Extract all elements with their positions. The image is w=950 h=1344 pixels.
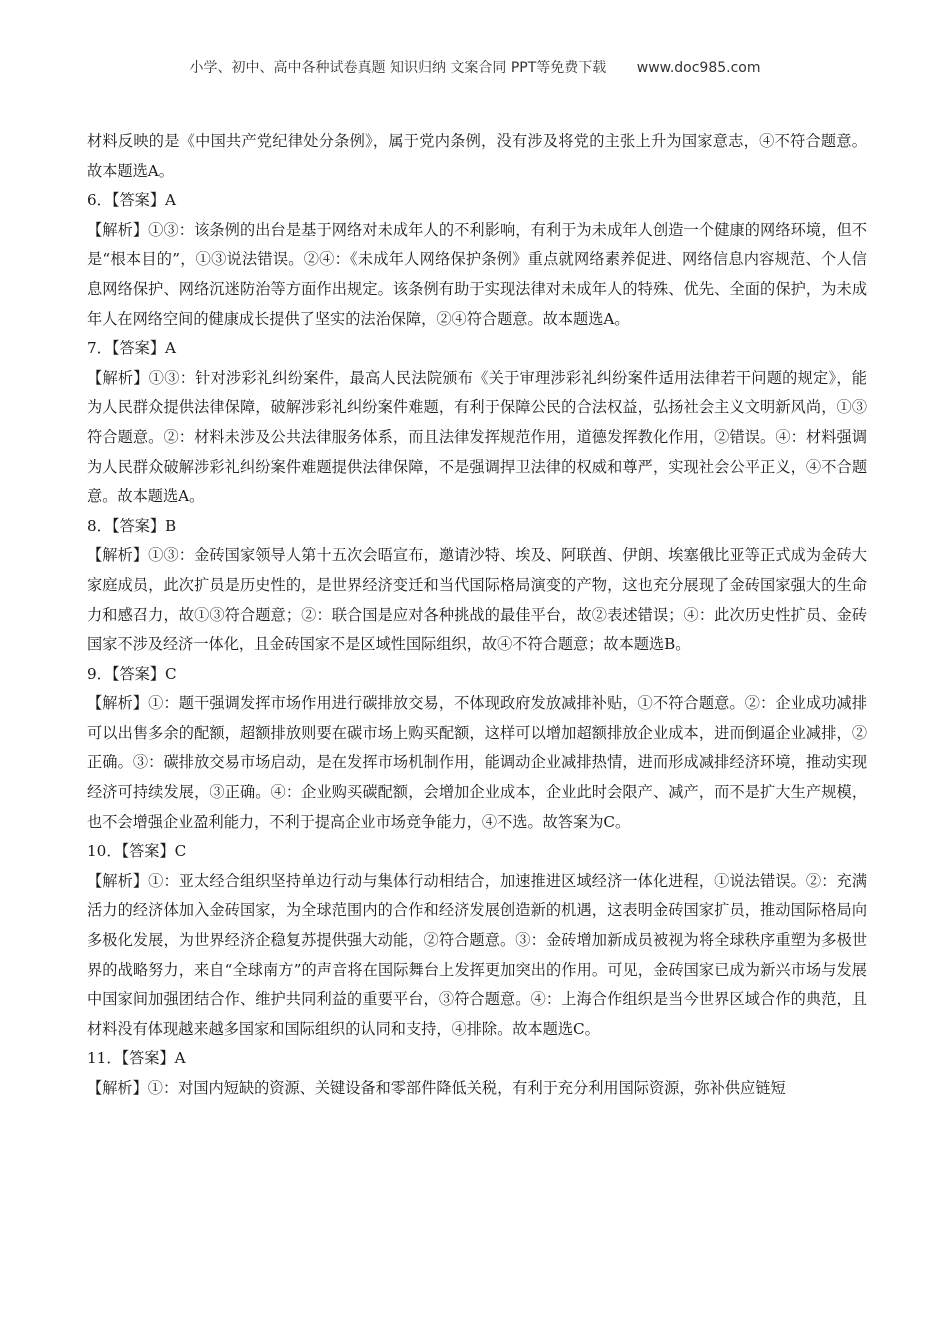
answer-6: 6．【答案】A (87, 191, 176, 210)
page-header (0, 57, 950, 77)
answer-10: 10．【答案】C (87, 842, 187, 861)
explanation-7: 【解析】①③：针对涉彩礼纠纷案件，最高人民法院颁布《关于审理涉彩礼纠纷案件适用法律若干问题的规定》，能为人民群众提供法律保障，破解涉彩礼纠纷案件难题，有利于保障公民的合法权益，弘扬社会主义文明新风尚，①③符合题意。②：材料未涉及公共法律服务体系，而且法律发挥规范作用，道德发挥教化作用，②错误。④：材料强调为人民群众破解涉彩礼纠纷案件难题提供法律保障，不是强调捍卫法律的权威和尊严，实现社会公平正义，④不合题意。故本题选A。 (87, 368, 867, 506)
paragraph: 材料反映的是《中国共产党纪律处分条例》，属于党内条例，没有涉及将党的主张上升为国家意志，④不符合题意。故本题选A。 (87, 132, 867, 180)
document-body (87, 127, 867, 1104)
explanation-11: 【解析】①：对国内短缺的资源、关键设备和零部件降低关税，有利于充分利用国际资源，弥补供应链短 (87, 1079, 786, 1097)
answer-9: 9．【答案】C (87, 664, 177, 683)
header-url[interactable]: www.doc985.com (636, 60, 761, 76)
explanation-6: 【解析】①③：该条例的出台是基于网络对未成年人的不利影响，有利于为未成年人创造一个健康的网络环境，但不是“根本目的”，①③说法错误。②④：《未成年人网络保护条例》重点就网络素养促进、网络信息内容规范、个人信息网络保护、网络沉迷防治等方面作出规定。该条例有助于实现法律对未成年人的特殊、优先、全面的保护，为未成年人在网络空间的健康成长提供了坚实的法治保障，②④符合题意。故本题选A。 (87, 220, 867, 328)
answer-8: 8．【答案】B (87, 516, 177, 535)
explanation-8: 【解析】①③：金砖国家领导人第十五次会晤宣布，邀请沙特、埃及、阿联酋、伊朗、埃塞俄比亚等正式成为金砖大家庭成员，此次扩员是历史性的，是世界经济变迁和当代国际格局演变的产物，这也充分展现了金砖国家强大的生命力和感召力，故①③符合题意；②：联合国是应对各种挑战的最佳平台，故②表述错误；④：此次历史性扩员、金砖国家不涉及经济一体化，且金砖国家不是区域性国际组织，故④不符合题意；故本题选B。 (87, 546, 867, 654)
answer-7: 7．【答案】A (87, 339, 176, 358)
explanation-9: 【解析】①：题干强调发挥市场作用进行碳排放交易，不体现政府发放减排补贴，①不符合题意。②：企业成功减排可以出售多余的配额，超额排放则要在碳市场上购买配额，这样可以增加超额排放企业成本，进而倒逼企业减排，②正确。③：碳排放交易市场启动，是在发挥市场机制作用，能调动企业减排热情，进而形成减排经济环境，推动实现经济可持续发展，③正确。④：企业购买碳配额，会增加企业成本，企业此时会限产、减产，而不是扩大生产规模，也不会增强企业盈利能力，不利于提高企业市场竞争能力，④不选。故答案为C。 (87, 694, 867, 831)
header-text: 小学、初中、高中各种试卷真题 知识归纳 文案合同 PPT等免费下载 (189, 60, 607, 76)
answer-11: 11．【答案】A (87, 1049, 186, 1068)
explanation-10: 【解析】①：亚太经合组织坚持单边行动与集体行动相结合，加速推进区域经济一体化进程，①说法错误。②：充满活力的经济体加入金砖国家，为全球范围内的合作和经济发展创造新的机遇，这表明金砖国家扩员，推动国际格局向多极化发展，为世界经济企稳复苏提供强大动能，②符合题意。③：金砖增加新成员被视为将全球秩序重塑为多极世界的战略努力，来自“全球南方”的声音将在国际舞台上发挥更加突出的作用。可见，金砖国家已成为新兴市场与发展中国家间加强团结合作、维护共同利益的重要平台，③符合题意。④：上海合作组织是当今世界区域合作的典范，且材料没有体现越来越多国家和国际组织的认同和支持，④排除。故本题选C。 (87, 871, 867, 1038)
